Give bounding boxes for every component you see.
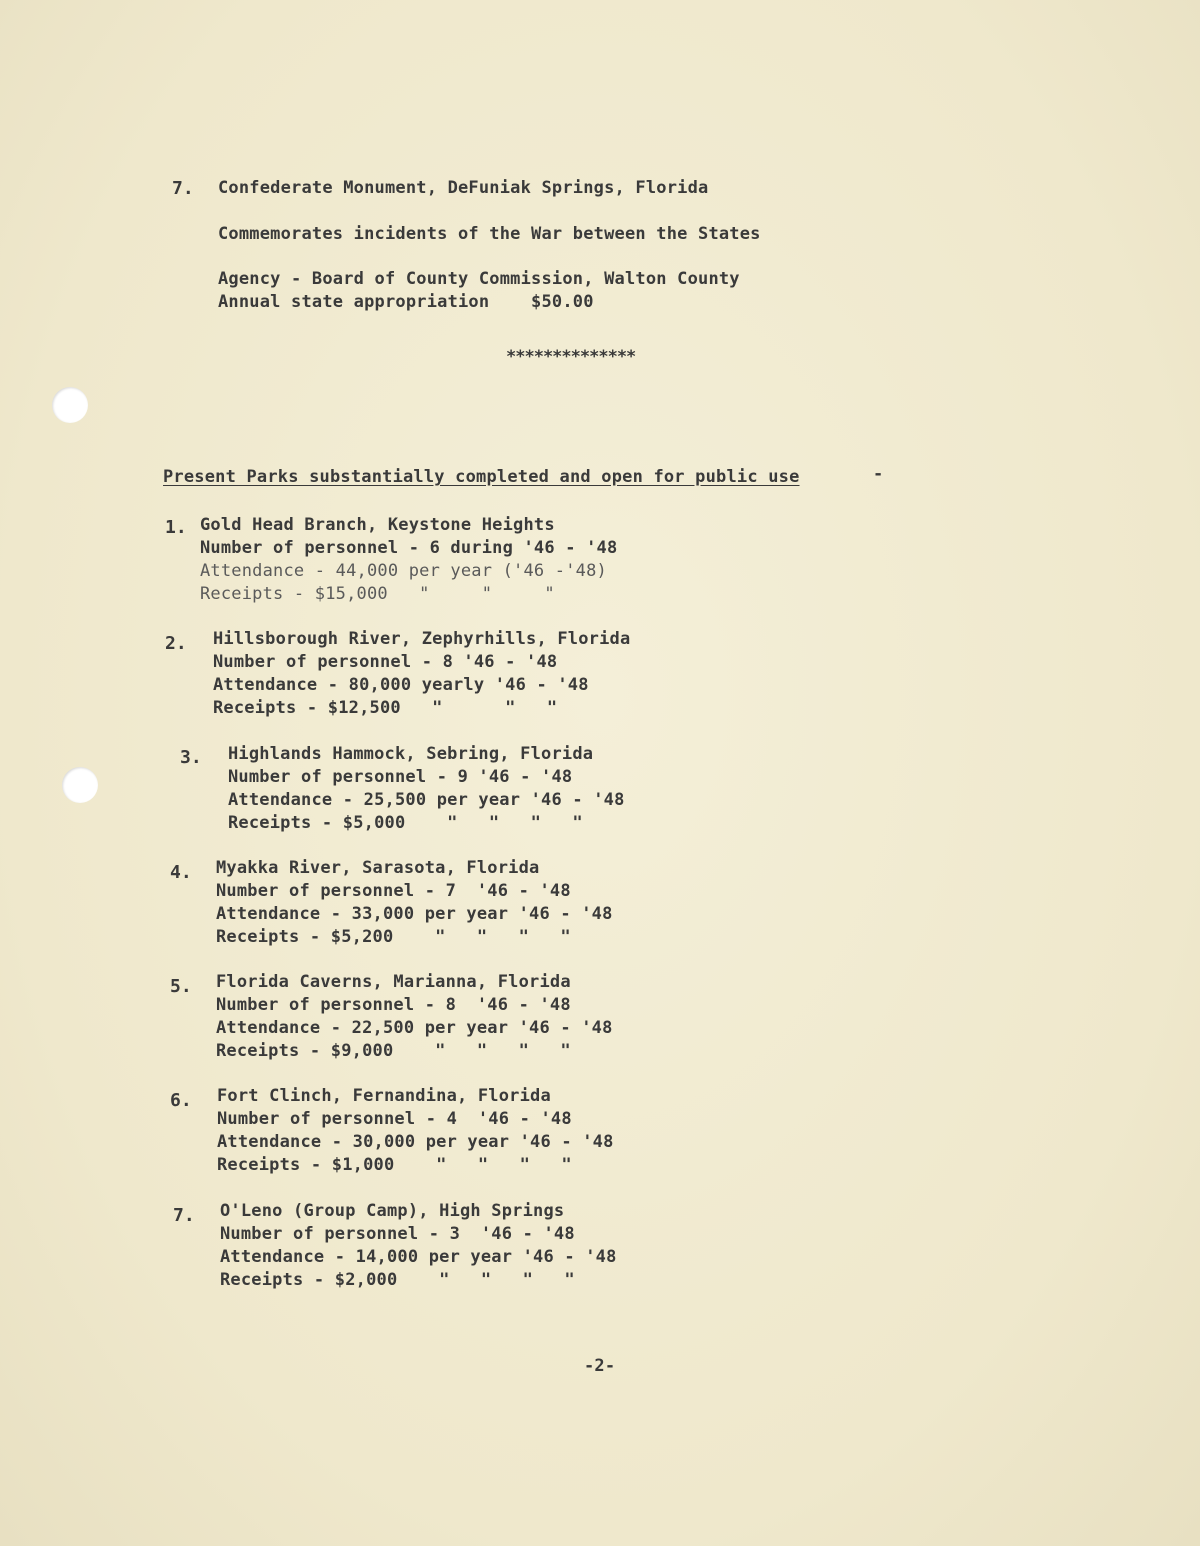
top-item-title: Confederate Monument, DeFuniak Springs, Florida (218, 178, 709, 198)
park-personnel: Number of personnel - 8 '46 - '48 (216, 995, 571, 1015)
park-number: 3. (180, 747, 202, 768)
park-receipts: Receipts - $12,500 " " " (213, 698, 558, 718)
park-personnel: Number of personnel - 7 '46 - '48 (216, 881, 571, 901)
top-item-number: 7. (172, 178, 194, 199)
park-number: 5. (170, 976, 192, 997)
asterisk-divider: ************** (506, 347, 636, 367)
punch-hole-top (52, 387, 88, 423)
top-item-agency: Agency - Board of County Commission, Walton County (218, 269, 740, 289)
park-attendance: Attendance - 14,000 per year '46 - '48 (220, 1247, 617, 1267)
park-attendance: Attendance - 22,500 per year '46 - '48 (216, 1018, 613, 1038)
park-name: Highlands Hammock, Sebring, Florida (228, 744, 594, 764)
park-receipts: Receipts - $5,000 " " " " (228, 813, 583, 833)
top-item-appropriation: Annual state appropriation $50.00 (218, 292, 594, 312)
section-heading-suffix: - (873, 464, 884, 484)
park-name: Gold Head Branch, Keystone Heights (200, 515, 555, 535)
park-name: Hillsborough River, Zephyrhills, Florida (213, 629, 631, 649)
park-name: Florida Caverns, Marianna, Florida (216, 972, 571, 992)
punch-hole-bottom (62, 767, 98, 803)
page-number: -2- (584, 1356, 616, 1376)
park-personnel: Number of personnel - 3 '46 - '48 (220, 1224, 575, 1244)
park-personnel: Number of personnel - 8 '46 - '48 (213, 652, 558, 672)
park-number: 2. (165, 633, 187, 654)
park-receipts: Receipts - $2,000 " " " " (220, 1270, 575, 1290)
park-receipts: Receipts - $5,200 " " " " (216, 927, 571, 947)
park-attendance: Attendance - 33,000 per year '46 - '48 (216, 904, 613, 924)
park-receipts: Receipts - $1,000 " " " " (217, 1155, 572, 1175)
park-personnel: Number of personnel - 6 during '46 - '48 (200, 538, 618, 558)
park-personnel: Number of personnel - 9 '46 - '48 (228, 767, 573, 787)
park-name: O'Leno (Group Camp), High Springs (220, 1201, 565, 1221)
park-attendance: Attendance - 30,000 per year '46 - '48 (217, 1132, 614, 1152)
park-attendance: Attendance - 80,000 yearly '46 - '48 (213, 675, 589, 695)
park-number: 6. (170, 1090, 192, 1111)
park-receipts: Receipts - $9,000 " " " " (216, 1041, 571, 1061)
park-number: 7. (173, 1205, 195, 1226)
park-number: 4. (170, 862, 192, 883)
park-personnel: Number of personnel - 4 '46 - '48 (217, 1109, 572, 1129)
park-attendance: Attendance - 25,500 per year '46 - '48 (228, 790, 625, 810)
park-name: Myakka River, Sarasota, Florida (216, 858, 540, 878)
top-item-description: Commemorates incidents of the War between the States (218, 224, 761, 244)
park-name: Fort Clinch, Fernandina, Florida (217, 1086, 551, 1106)
park-attendance: Attendance - 44,000 per year ('46 -'48) (200, 561, 607, 581)
park-number: 1. (165, 517, 187, 538)
section-heading-text: Present Parks substantially completed and open for public use (163, 467, 800, 487)
park-receipts: Receipts - $15,000 " " " (200, 584, 555, 604)
